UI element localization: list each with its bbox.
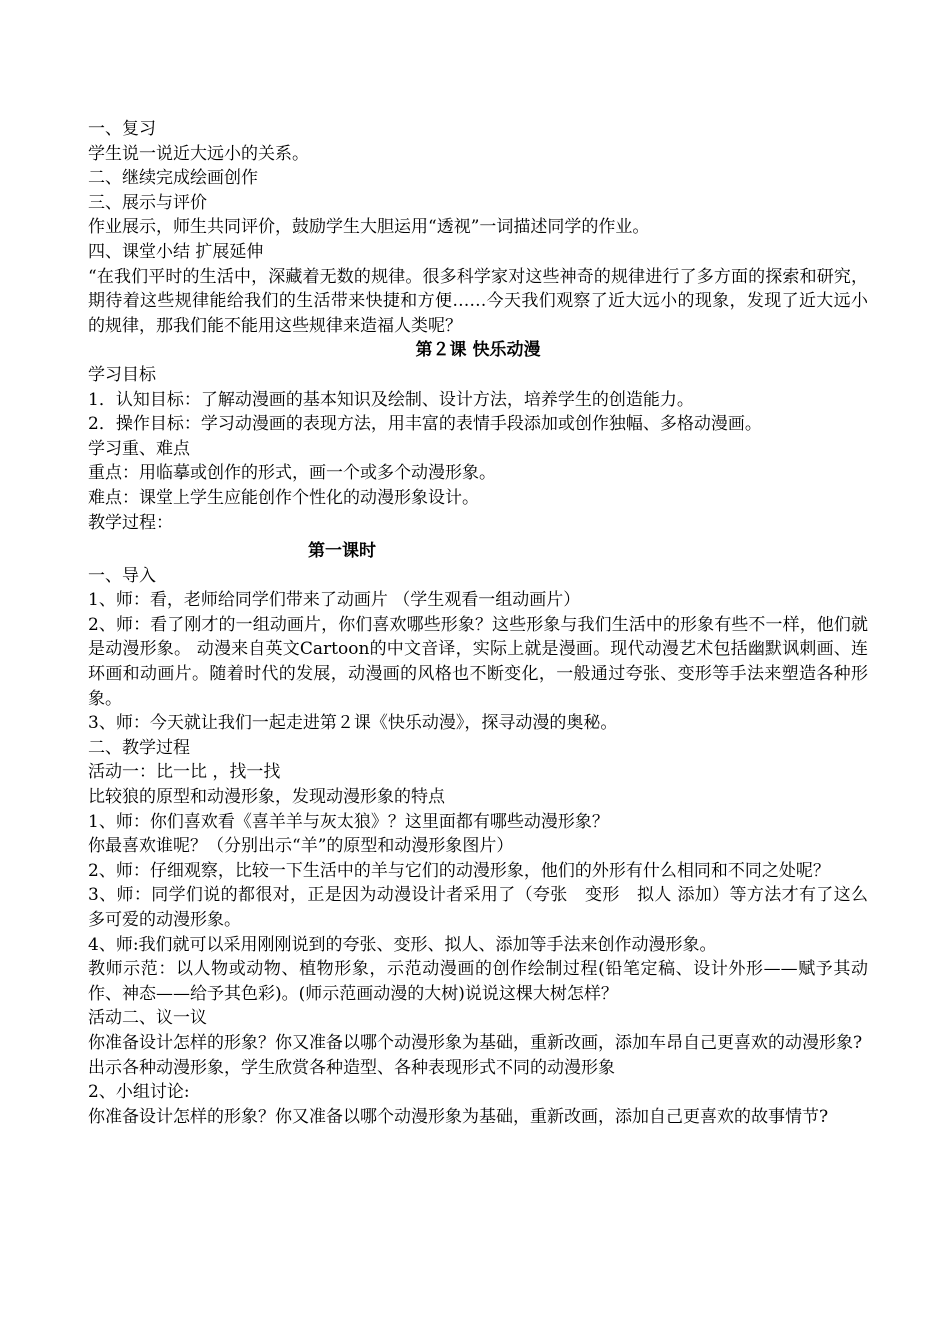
process-item-3: 3、师：同学们说的都很对，正是因为动漫设计者采用了（夸张 变形 拟人 添加）等方法才有了这么多可爱的动漫形象。 [88,885,868,930]
intro-item-1: 1、师：看，老师给同学们带来了动画片 （学生观看一组动画片） [88,590,581,611]
activity-1-desc: 比较狼的原型和动漫形象，发现动漫形象的特点 [88,787,445,808]
review-text: 学生说一说近大远小的关系。 [88,143,309,164]
summary-text: “在我们平时的生活中，深藏着无数的规律。很多科学家对这些神奇的规律进行了多方面的探索和研究，期待着这些规律能给我们的生活带来快捷和方便……今天我们观察了近大远小的现象，发现了近大远小的规律，那我们能不能用这些规律来造福人类呢？ [88,266,868,336]
continue-heading: 二、继续完成绘画创作 [88,168,258,189]
goal-2: 2．操作目标：学习动漫画的表现方法，用丰富的表情手段添加或创作独幅、多格动漫画。 [88,414,762,435]
process-item-1b: 你最喜欢谁呢？（分别出示“羊”的原型和动漫形象图片） [88,836,514,857]
teacher-demo: 教师示范：以人物或动物、植物形象，示范动漫画的创作绘制过程(铅笔定稿、设计外形——赋予其动作、神态——给予其色彩)。(师示范画动漫的大树)说说这棵大树怎样？ [88,959,868,1004]
lesson-title: 第２课 快乐动漫 [415,340,541,361]
process-item-4: 4、师:我们就可以采用刚刚说到的夸张、变形、拟人、添加等手法来创作动漫形象。 [88,934,717,955]
key-point: 重点：用临摹或创作的形式，画一个或多个动漫形象。 [88,463,496,484]
activity-2-show: 出示各种动漫形象，学生欣赏各种造型、各种表现形式不同的动漫形象 [88,1057,615,1078]
intro-item-2: 2、师：看了刚才的一组动画片，你们喜欢哪些形象？这些形象与我们生活中的形象有些不一样，他们就是动漫形象。 动漫来自英文Cartoon的中文音译，实际上就是漫画。现代动漫艺术包括幽默讽刺画、连环画和动画片。随着时代的发展，动漫画的风格也不断变化，一般通过夸张、变形等手法来塑造各种形象。 [88,614,868,709]
review-heading: 一、复习 [88,119,156,139]
difficult-point: 难点：课堂上学生应能创作个性化的动漫形象设计。 [88,487,479,508]
goals-heading: 学习目标 [88,364,156,385]
intro-heading: 一、导入 [88,565,156,586]
process-heading: 二、教学过程 [88,737,190,758]
activity-2: 活动二、议一议 [88,1008,207,1029]
document-page [88,117,868,1129]
intro-item-3: 3、师：今天就让我们一起走进第２课《快乐动漫》，探寻动漫的奥秘。 [88,713,618,734]
goal-1: 1．认知目标：了解动漫画的基本知识及绘制、设计方法，培养学生的创造能力。 [88,389,694,410]
process-label: 教学过程： [88,512,173,533]
period-title: 第一课时 [308,541,376,562]
show-text: 作业展示，师生共同评价，鼓励学生大胆运用“透视”一词描述同学的作业。 [88,217,650,238]
activity-1: 活动一：比一比 ，找一找 [88,762,281,783]
group-heading: 2、小组讨论: [88,1082,190,1103]
summary-heading: 四、课堂小结 扩展延伸 [88,241,264,262]
key-heading: 学习重、难点 [88,438,190,459]
process-item-2: 2、师：仔细观察，比较一下生活中的羊与它们的动漫形象，他们的外形有什么相同和不同之处呢？ [88,860,830,881]
group-question: 你准备设计怎样的形象？你又准备以哪个动漫形象为基础，重新改画，添加自己更喜欢的故事情节? [88,1106,829,1127]
activity-2-question: 你准备设计怎样的形象？你又准备以哪个动漫形象为基础，重新改画，添加车昂自己更喜欢的动漫形象? [88,1032,863,1053]
show-heading: 三、展示与评价 [88,192,207,213]
process-item-1: 1、师：你们喜欢看《喜羊羊与灰太狼》？这里面都有哪些动漫形象？ [88,811,609,832]
